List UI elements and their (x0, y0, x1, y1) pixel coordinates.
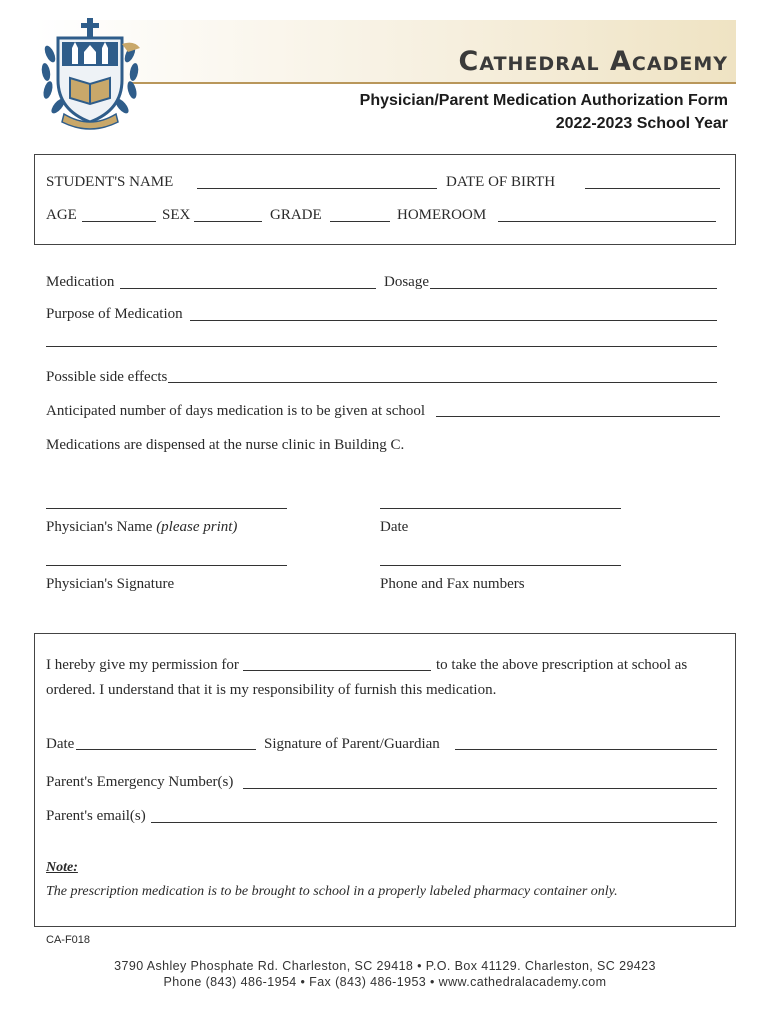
emergency-number-label: Parent's Emergency Number(s) (46, 774, 234, 790)
grade-label: GRADE (270, 207, 322, 223)
form-code: CA-F018 (46, 934, 91, 946)
footer-address: 3790 Ashley Phosphate Rd. Charleston, SC 29418 • P.O. Box 41129. Charleston, SC 29423 (114, 959, 656, 973)
dosage-label: Dosage (384, 274, 429, 290)
school-name: Cathedral Academy (458, 46, 728, 77)
parent-signature-label: Signature of Parent/Guardian (264, 736, 440, 752)
side-effects-field[interactable] (168, 382, 717, 383)
physician-signature-label: Physician's Signature (46, 576, 175, 592)
physician-date-label: Date (380, 519, 409, 535)
purpose-field[interactable] (190, 320, 717, 321)
dispensed-note: Medications are dispensed at the nurse clinic in Building C. (46, 437, 405, 453)
date-of-birth-field[interactable] (585, 188, 720, 189)
side-effects-label: Possible side effects (46, 369, 168, 385)
student-name-label: STUDENT'S NAME (46, 174, 174, 190)
phone-fax-field[interactable] (380, 565, 621, 566)
sex-field[interactable] (194, 221, 262, 222)
homeroom-field[interactable] (498, 221, 716, 222)
physician-name-hint: (please print) (156, 519, 238, 535)
parent-email-label: Parent's email(s) (46, 808, 146, 824)
sex-label: SEX (162, 207, 191, 223)
student-info-box (34, 154, 736, 245)
date-of-birth-label: DATE OF BIRTH (446, 174, 556, 190)
physician-name-label (46, 518, 237, 536)
medication-field[interactable] (120, 288, 376, 289)
days-field[interactable] (436, 416, 720, 417)
student-name-field[interactable] (197, 188, 437, 189)
parent-signature-field[interactable] (455, 749, 717, 750)
parent-email-field[interactable] (151, 822, 717, 823)
permission-line2: ordered. I understand that it is my responsibility of furnish this medication. (46, 682, 497, 698)
form-title: Physician/Parent Medication Authorization Form (359, 92, 728, 109)
parent-date-label: Date (46, 736, 75, 752)
dosage-field[interactable] (430, 288, 717, 289)
header-rule (130, 82, 736, 84)
phone-fax-label: Phone and Fax numbers (380, 576, 525, 592)
purpose-field-line2[interactable] (46, 346, 717, 347)
physician-date-field[interactable] (380, 508, 621, 509)
footer-contact: Phone (843) 486-1954 • Fax (843) 486-1953 • www.cathedralacademy.com (163, 975, 607, 989)
school-crest-icon (36, 14, 144, 132)
school-year: 2022-2023 School Year (555, 115, 728, 132)
days-label: Anticipated number of days medication is to be given at school (46, 403, 426, 419)
permission-student-field[interactable] (243, 670, 431, 671)
physician-name-field[interactable] (46, 508, 287, 509)
purpose-label: Purpose of Medication (46, 306, 183, 322)
medication-label: Medication (46, 274, 115, 290)
note-title: Note: (46, 860, 78, 875)
permission-suffix: to take the above prescription at school as (436, 657, 688, 673)
parent-date-field[interactable] (76, 749, 256, 750)
physician-signature-field[interactable] (46, 565, 287, 566)
permission-prefix: I hereby give my permission for (46, 657, 239, 673)
note-text: The prescription medication is to be brought to school in a properly labeled pharmacy container only. (46, 884, 618, 899)
age-label: AGE (46, 207, 77, 223)
homeroom-label: HOMEROOM (397, 207, 487, 223)
age-field[interactable] (82, 221, 156, 222)
grade-field[interactable] (330, 221, 390, 222)
physician-name-text: Physician's Name (46, 519, 153, 535)
emergency-number-field[interactable] (243, 788, 717, 789)
